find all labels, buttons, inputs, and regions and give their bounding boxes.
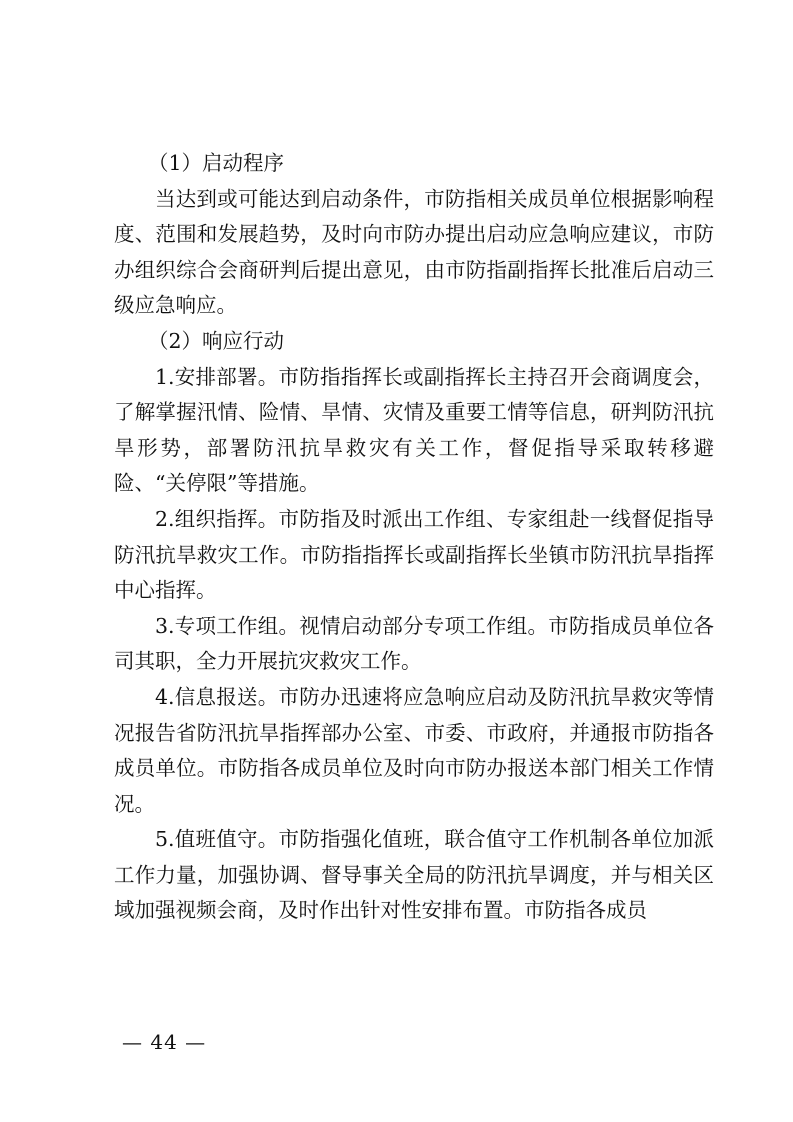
section-heading-start-procedure: （1）启动程序 [148, 151, 285, 175]
paragraph-command: 2.组织指挥。市防指及时派出工作组、专家组赴一线督促指导防汛抗旱救灾工作。市防指指挥长或副指挥长坐镇市防汛抗旱指挥中心指挥。 [114, 506, 714, 603]
paragraph-duty: 5.值班值守。市防指强化值班，联合值守工作机制各单位加派工作力量，加强协调、督导事关全局的防汛抗旱调度，并与相关区域加强视频会商，及时作出针对性安排布置。市防指各成员 [114, 827, 714, 923]
paragraph-deployment: 1.安排部署。市防指指挥长或副指挥长主持召开会商调度会，了解掌握汛情、险情、旱情、灾情及重要工情等信息，研判防汛抗旱形势，部署防汛抗旱救灾有关工作，督促指导采取转移避险、“关停限”等措施。 [114, 364, 714, 496]
body-text [114, 146, 714, 929]
paragraph-reporting: 4.信息报送。市防办迅速将应急响应启动及防汛抗旱救灾等情况报告省防汛抗旱指挥部办公室、市委、市政府，并通报市防指各成员单位。市防指各成员单位及时向市防办报送本部门相关工作情况。 [114, 684, 714, 816]
page-number: — 44 — [122, 1030, 207, 1054]
section-heading-response-actions: （2）响应行动 [148, 328, 285, 353]
paragraph-task-groups: 3.专项工作组。视情启动部分专项工作组。市防指成员单位各司其职，全力开展抗灾救灾工作。 [114, 613, 714, 674]
paragraph-start-procedure: 当达到或可能达到启动条件，市防指相关成员单位根据影响程度、范围和发展趋势，及时向市防办提出启动应急响应建议，市防办组织综合会商研判后提出意见，由市防指副指挥长批准后启动三级应急响应。 [114, 186, 714, 318]
